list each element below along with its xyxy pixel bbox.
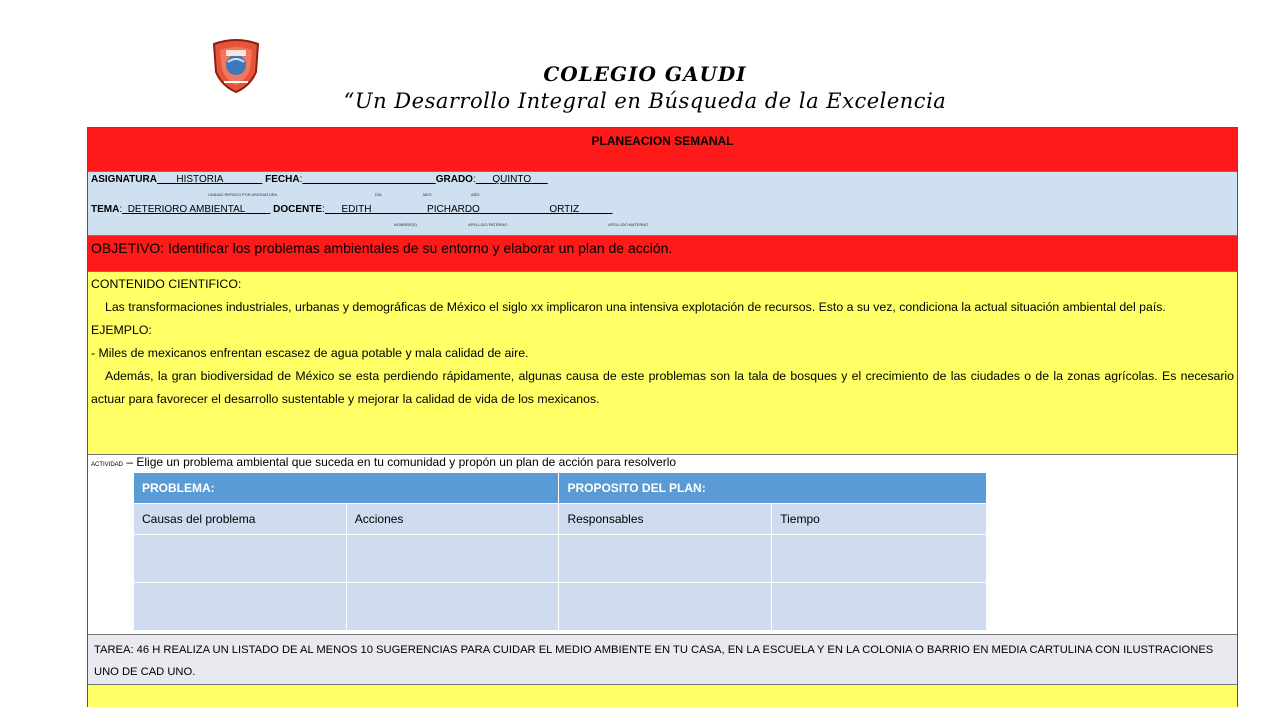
asignatura-label: ASIGNATURA [91,174,157,185]
tema-label: TEMA [91,204,120,215]
caption-ano: AÑO [471,192,480,197]
table-row [134,583,987,631]
school-motto: “Un Desarrollo Integral en Búsqueda de la Excelencia [343,89,947,113]
footer-band [88,685,1237,707]
caption-mes: MES [423,192,432,197]
tema-value: DETERIORO AMBIENTAL [127,204,246,215]
grado-label: GRADO [435,174,473,185]
docente-paterno: PICHARDO [427,204,480,215]
content-heading: CONTENIDO CIENTIFICO: [91,277,242,291]
content-paragraph-1: Las transformaciones industriales, urbanas y demográficas de México el siglo xx implicaron una intensiva explotación de recursos. Esto a su vez, condiciona la actual situación ambiental del país. [105,300,1166,314]
objective-band [88,236,1237,272]
activity-label: ACTIVIDAD [91,462,124,468]
table-columns-row [134,504,987,535]
fecha-label: FECHA [265,174,300,185]
table-cell[interactable] [134,583,347,631]
table-cell[interactable] [134,535,347,583]
activity-line [91,455,676,469]
problem-header: PROBLEMA: [134,473,559,504]
info-band [88,172,1237,236]
table-cell[interactable] [772,583,987,631]
docente-materno: ORTIZ [549,204,580,215]
example-bullet: - Miles de mexicanos enfrentan escasez de agua potable y mala calidad de aire. [91,346,529,360]
weekly-plan-sheet [87,127,1238,707]
table-cell[interactable] [772,535,987,583]
table-cell[interactable] [346,583,559,631]
column-causes: Causas del problema [134,504,347,535]
docente-label: DOCENTE [273,204,323,215]
activity-text: – Elige un problema ambiental que suceda en tu comunidad y propón un plan de acción para resolverlo [126,455,677,469]
info-row-tema: TEMA: DETERIORO AMBIENTAL DOCENTE: EDITH PICHARDO ORTIZ [91,204,580,215]
caption-unidad: UNIDAD REPASO POR ASIGNATURA [208,192,278,197]
sheet-title: PLANEACION SEMANAL [591,134,734,148]
homework-band [88,635,1237,685]
info-row-asignatura: ASIGNATURA HISTORIA FECHA: GRADO: QUINTO [91,174,532,185]
table-cell[interactable] [559,583,772,631]
caption-dia: DÍA [375,192,382,197]
asignatura-value: HISTORIA [176,174,224,185]
school-name: COLEGIO GAUDI [543,62,747,86]
homework-text: TAREA: 46 H REALIZA UN LISTADO DE AL MENOS 10 SUGERENCIAS PARA CUIDAR EL MEDIO AMBIENTE EN TU CASA, EN LA ESCUELA Y EN LA COLONIA O BARRIO EN MEDIA CARTULINA CON ILUSTRACIONES UNO DE CAD UNO. [94,644,1214,678]
table-cell[interactable] [559,535,772,583]
scientific-content-band [88,272,1237,455]
table-row [134,535,987,583]
caption-materno: APELLIDO MATERNO [608,222,649,227]
table-header-row [134,473,987,504]
grado-value: QUINTO [492,174,532,185]
action-plan-table [133,472,987,631]
table-cell[interactable] [346,535,559,583]
column-time: Tiempo [772,504,987,535]
column-actions: Acciones [346,504,559,535]
content-paragraph-2: Además, la gran biodiversidad de México se esta perdiendo rápidamente, algunas causa de este problemas son la tala de bosques y el crecimiento de las ciudades o de la zonas agrícolas. Es necesario actuar para favorecer el desarrollo sustentable y mejorar la calidad de vida de los mexicanos. [91,369,1234,406]
caption-nombre: NOMBRE(S) [394,222,417,227]
caption-paterno: APELLIDO PATERNO [468,222,508,227]
title-band [88,128,1237,172]
plan-purpose-header: PROPOSITO DEL PLAN: [559,473,987,504]
objective-text: OBJETIVO: Identificar los problemas ambientales de su entorno y elaborar un plan de acción. [91,240,673,256]
activity-band [88,455,1237,635]
column-responsibles: Responsables [559,504,772,535]
example-label: EJEMPLO: [91,323,152,337]
docente-nombre: EDITH [341,204,372,215]
